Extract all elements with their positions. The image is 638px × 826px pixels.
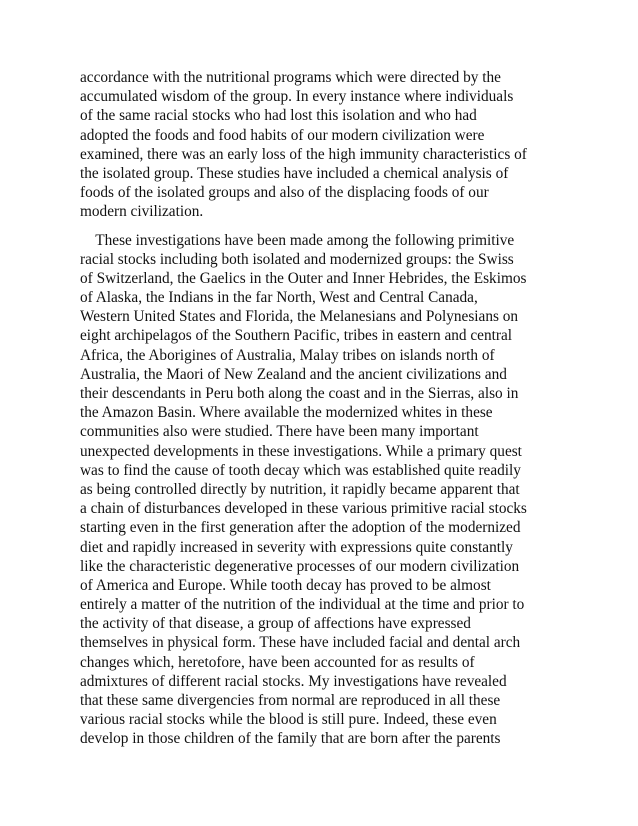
text-line: themselves in physical form. These have included facial and dental arch [80, 634, 521, 652]
paragraph-2 [80, 231, 570, 749]
text-line: that these same divergencies from normal are reproduced in all these [80, 692, 501, 709]
text-line: unexpected developments in these investigations. While a primary quest [80, 442, 522, 460]
text-line: accordance with the nutritional programs which were directed by the [80, 69, 501, 86]
text-line: Western United States and Florida, the Melanesians and Polynesians on [80, 308, 519, 326]
text-line: Australia, the Maori of New Zealand and the ancient civilizations and [80, 365, 507, 383]
paragraph-spacer [80, 222, 570, 231]
text-line: foods of the isolated groups and also of the displacing foods of our [80, 184, 489, 202]
text-line: These investigations have been made among the following primitive [80, 231, 515, 249]
text-line: Africa, the Aborigines of Australia, Malay tribes on islands north of [80, 346, 495, 364]
text-line: various racial stocks while the blood is still pure. Indeed, these even [80, 711, 497, 729]
text-line: modern civilization. [80, 203, 204, 221]
text-line: eight archipelagos of the Southern Pacific, tribes in eastern and central [80, 327, 512, 345]
text-line: racial stocks including both isolated and modernized groups: the Swiss [80, 250, 514, 268]
text-line: admixtures of different racial stocks. My investigations have revealed [80, 672, 507, 690]
text-line: like the characteristic degenerative processes of our modern civilization [80, 557, 520, 575]
paragraph-1 [80, 68, 570, 222]
text-line: examined, there was an early loss of the high immunity characteristics of [80, 145, 527, 163]
text-line: of the same racial stocks who had lost this isolation and who had [80, 107, 477, 125]
text-line: starting even in the first generation after the adoption of the modernized [80, 519, 521, 537]
text-line: as being controlled directly by nutrition, it rapidly became apparent that [80, 480, 520, 498]
text-line: accumulated wisdom of the group. In every instance where individuals [80, 88, 514, 106]
text-line: a chain of disturbances developed in these various primitive racial stocks [80, 500, 527, 518]
text-line: their descendants in Peru both along the coast and in the Sierras, also in [80, 385, 519, 402]
text-line: the isolated group. These studies have included a chemical analysis of [80, 164, 509, 182]
text-line: the activity of that disease, a group of affections have expressed [80, 615, 471, 633]
text-line: adopted the foods and food habits of our modern civilization were [80, 126, 485, 144]
text-line: develop in those children of the family that are born after the parents [80, 730, 501, 748]
text-line: communities also were studied. There have been many important [80, 423, 479, 441]
text-line: was to find the cause of tooth decay which was established quite readily [80, 461, 521, 479]
text-line: of America and Europe. While tooth decay has proved to be almost [80, 576, 491, 594]
text-line: the Amazon Basin. Where available the modernized whites in these [80, 404, 493, 422]
text-line: entirely a matter of the nutrition of the individual at the time and prior to [80, 596, 525, 614]
text-line: changes which, heretofore, have been accounted for as results of [80, 653, 475, 671]
text-line: of Switzerland, the Gaelics in the Outer and Inner Hebrides, the Eskimos [80, 269, 527, 287]
text-line: of Alaska, the Indians in the far North, West and Central Canada, [80, 289, 478, 307]
text-line: diet and rapidly increased in severity with expressions quite constantly [80, 538, 513, 556]
body-text [80, 68, 570, 749]
